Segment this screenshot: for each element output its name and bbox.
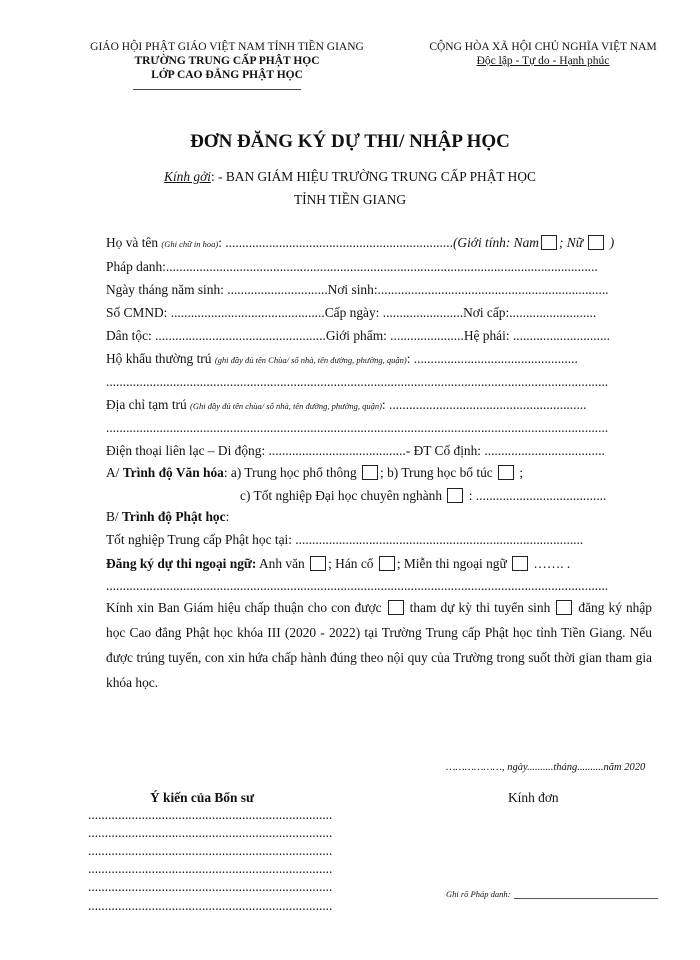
residence-continuation[interactable]: ......................................................................................................................................................	[106, 374, 609, 389]
applicant-title: Kính đơn	[508, 790, 559, 805]
education-row: A/ Trình độ Văn hóa: a) Trung học phổ thông ; b) Trung học bổ túc ;	[106, 465, 524, 480]
opinion-line[interactable]: .........................................................................	[88, 861, 333, 876]
name-row: Họ và tên (Ghi chữ in hoa): ....................................................................(Giới tính: Nam ; Nữ )	[106, 235, 615, 250]
sino-checkbox[interactable]	[379, 556, 395, 571]
residence-row: Hộ khẩu thường trú (ghi đầy đủ tên Chùa/ số nhà, tên đường, phường, quận): .................................................	[106, 351, 578, 366]
name-input[interactable]: : ....................................................................	[218, 235, 453, 250]
opinion-line[interactable]: .........................................................................	[88, 807, 333, 822]
temp-address-input[interactable]: : ...........................................................	[381, 397, 587, 412]
request-paragraph: Kính xin Ban Giám hiệu chấp thuận cho con được tham dự kỳ thi tuyển sinh đăng ký nhập học Cao đẳng Phật học khóa III (2020 - 2022) tại Trường Trung cấp Phật học tỉnh Tiền Giang. Nếu được trúng tuyển, con xin hứa chấp hành đúng theo nội quy của Trường trong suốt thời gian tham gia khóa học.	[106, 600, 652, 690]
gender-male-checkbox[interactable]	[541, 235, 557, 250]
ethnic-row[interactable]: Dân tộc: ...................................................Giới phẩm: ......................Hệ phái: .............................	[106, 328, 610, 343]
buddhist-level-heading: B/ Trình độ Phật học:	[106, 509, 230, 524]
english-checkbox[interactable]	[310, 556, 326, 571]
gender-female-checkbox[interactable]	[588, 235, 604, 250]
org-header-underline	[133, 89, 301, 90]
id-card-row[interactable]: Số CMND: ..............................................Cấp ngày: ........................Nơi cấp:..........................	[106, 305, 597, 320]
supplementary-checkbox[interactable]	[498, 465, 514, 480]
temp-address-continuation[interactable]: ......................................................................................................................................................	[106, 420, 609, 435]
nation-header-line1: CỘNG HÒA XÃ HỘI CHỦ NGHĨA VIỆT NAM	[429, 41, 657, 53]
opinion-line[interactable]: .........................................................................	[88, 825, 333, 840]
enroll-checkbox[interactable]	[556, 600, 572, 615]
phone-row[interactable]: Điện thoại liên lạc – Di động: .........................................- ĐT Cố định: ....................................	[106, 443, 605, 458]
major-input[interactable]: : .......................................	[465, 488, 607, 503]
opinion-title: Ý kiến của Bổn sư	[150, 790, 255, 805]
recipient-line1: Kính gởi: - BAN GIÁM HIỆU TRƯỜNG TRUNG CẤP PHẬT HỌC	[164, 169, 536, 184]
opinion-line[interactable]: .........................................................................	[88, 879, 333, 894]
recipient-line2: TỈNH TIỀN GIANG	[293, 192, 407, 207]
university-checkbox[interactable]	[447, 488, 463, 503]
dharma-name-field[interactable]: Pháp danh:.................................................................................................................................	[106, 259, 598, 274]
highschool-checkbox[interactable]	[362, 465, 378, 480]
temp-address-row: Địa chỉ tạm trú (Ghi đầy đủ tên chùa/ số nhà, tên đường, phường, quận): ...........................................................	[106, 397, 587, 412]
nation-motto: Độc lập - Tự do - Hạnh phúc	[476, 55, 610, 67]
exam-checkbox[interactable]	[388, 600, 404, 615]
org-header-line1: GIÁO HỘI PHẬT GIÁO VIỆT NAM TỈNH TIỀN GIANG	[90, 41, 364, 53]
recipient-label: Kính gởi	[164, 169, 211, 184]
org-header-line2: TRƯỜNG TRUNG CẤP PHẬT HỌC	[134, 55, 320, 67]
language-continuation[interactable]: ......................................................................................................................................................	[106, 578, 609, 593]
page-title: ĐƠN ĐĂNG KÝ DỰ THI/ NHẬP HỌC	[190, 131, 510, 152]
exempt-checkbox[interactable]	[512, 556, 528, 571]
org-header-line3: LỚP CAO ĐẲNG PHẬT HỌC	[151, 69, 303, 81]
date-line[interactable]: ………………, ngày..........tháng..........năm 2020	[446, 762, 646, 773]
language-row: Đăng ký dự thi ngoại ngữ: Anh văn ; Hán cổ ; Miễn thi ngoại ngữ ……. .	[106, 556, 571, 571]
residence-input[interactable]: : .................................................	[406, 351, 578, 366]
graduated-at-row[interactable]: Tốt nghiệp Trung cấp Phật học tại: ......................................................................................	[106, 532, 584, 547]
dharma-signature-line[interactable]	[514, 898, 658, 899]
dharma-signature-label: Ghi rõ Pháp danh:	[446, 889, 511, 899]
opinion-line[interactable]: .........................................................................	[88, 843, 333, 858]
education-university-row: c) Tốt nghiệp Đại học chuyên nghành : .......................................	[240, 488, 607, 503]
opinion-line[interactable]: .........................................................................	[88, 898, 333, 913]
birth-row[interactable]: Ngày tháng năm sinh: ..............................Nơi sinh:.....................................................................	[106, 282, 609, 297]
